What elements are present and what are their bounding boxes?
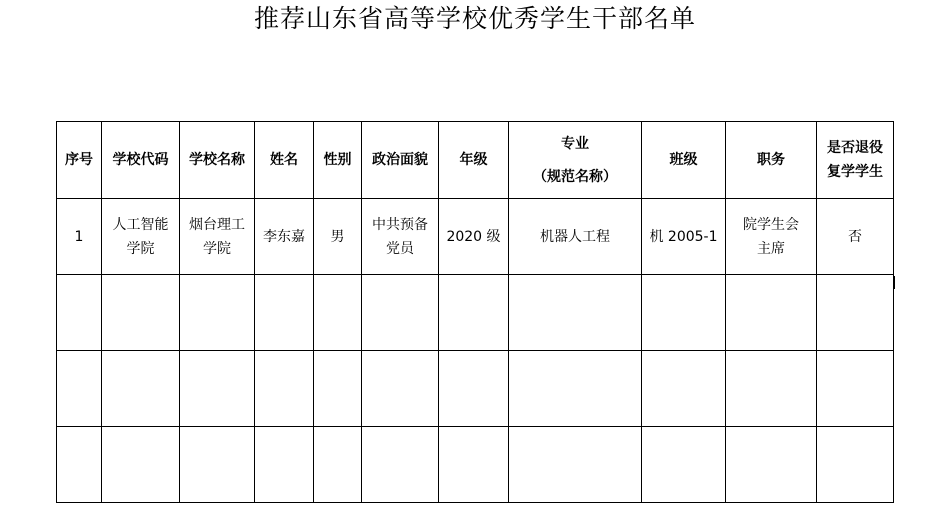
header-school-code: 学校代码	[102, 122, 180, 199]
header-veteran	[817, 122, 894, 199]
cell-class: 机 2005-1	[642, 199, 726, 275]
empty-cell[interactable]	[314, 275, 362, 351]
cell-political-line2: 党员	[386, 240, 414, 257]
header-political: 政治面貌	[362, 122, 439, 199]
cell-political-line1: 中共预备	[372, 216, 428, 233]
empty-cell[interactable]	[180, 427, 255, 503]
header-major-label: 专业	[561, 135, 589, 152]
header-gender: 性别	[314, 122, 362, 199]
header-major-note: （规范名称）	[533, 168, 617, 185]
empty-cell[interactable]	[726, 275, 817, 351]
empty-cell[interactable]	[509, 275, 642, 351]
header-veteran-line1: 是否退役	[827, 140, 883, 156]
empty-cell[interactable]	[255, 275, 314, 351]
empty-cell[interactable]	[362, 351, 439, 427]
empty-cell[interactable]	[439, 275, 509, 351]
empty-cell[interactable]	[102, 351, 180, 427]
cell-position-line1: 院学生会	[743, 216, 799, 233]
empty-cell[interactable]	[726, 427, 817, 503]
empty-cell[interactable]	[57, 351, 102, 427]
table-row-empty	[57, 351, 894, 427]
cell-name: 李东嘉	[255, 199, 314, 275]
header-class: 班级	[642, 122, 726, 199]
empty-cell[interactable]	[180, 275, 255, 351]
empty-cell[interactable]	[362, 275, 439, 351]
header-position: 职务	[726, 122, 817, 199]
document-title: 推荐山东省高等学校优秀学生干部名单	[253, 4, 696, 33]
empty-cell[interactable]	[642, 275, 726, 351]
cell-seq: 1	[57, 199, 102, 275]
empty-cell[interactable]	[314, 427, 362, 503]
empty-cell[interactable]	[102, 427, 180, 503]
cell-school-name-line1: 烟台理工	[189, 216, 245, 233]
empty-cell[interactable]	[439, 427, 509, 503]
empty-cell[interactable]	[509, 427, 642, 503]
empty-cell[interactable]	[57, 275, 102, 351]
empty-cell[interactable]	[255, 351, 314, 427]
table-header-row	[57, 122, 894, 199]
header-grade: 年级	[439, 122, 509, 199]
empty-cell[interactable]	[362, 427, 439, 503]
empty-cell[interactable]	[180, 351, 255, 427]
student-cadre-table	[56, 121, 894, 503]
empty-cell[interactable]	[314, 351, 362, 427]
empty-cell[interactable]	[57, 427, 102, 503]
header-name: 姓名	[255, 122, 314, 199]
cell-major: 机器人工程	[509, 199, 642, 275]
cell-school-code-line1: 人工智能	[112, 216, 169, 233]
cell-gender: 男	[314, 199, 362, 275]
cell-grade: 2020 级	[439, 199, 509, 275]
cell-veteran: 否	[817, 199, 894, 275]
empty-cell[interactable]	[509, 351, 642, 427]
empty-cell[interactable]	[817, 351, 894, 427]
header-seq: 序号	[57, 122, 102, 199]
empty-cell[interactable]	[817, 427, 894, 503]
cell-position	[726, 199, 817, 275]
cell-school-code-line2: 学院	[126, 240, 155, 257]
header-veteran-line2: 复学学生	[827, 164, 883, 180]
empty-cell[interactable]	[642, 427, 726, 503]
cell-school-name	[180, 199, 255, 275]
empty-cell[interactable]	[817, 275, 894, 351]
empty-cell[interactable]	[102, 275, 180, 351]
table-row	[57, 199, 894, 275]
table-row-empty	[57, 427, 894, 503]
table-row-empty	[57, 275, 894, 351]
empty-cell[interactable]	[642, 351, 726, 427]
cell-position-line2: 主席	[757, 240, 785, 257]
empty-cell[interactable]	[439, 351, 509, 427]
cell-political	[362, 199, 439, 275]
cell-school-name-line2: 学院	[203, 240, 231, 257]
header-school-name: 学校名称	[180, 122, 255, 199]
text-cursor	[893, 276, 895, 289]
empty-cell[interactable]	[726, 351, 817, 427]
cell-school-code	[102, 199, 180, 275]
header-major	[509, 122, 642, 199]
empty-cell[interactable]	[255, 427, 314, 503]
